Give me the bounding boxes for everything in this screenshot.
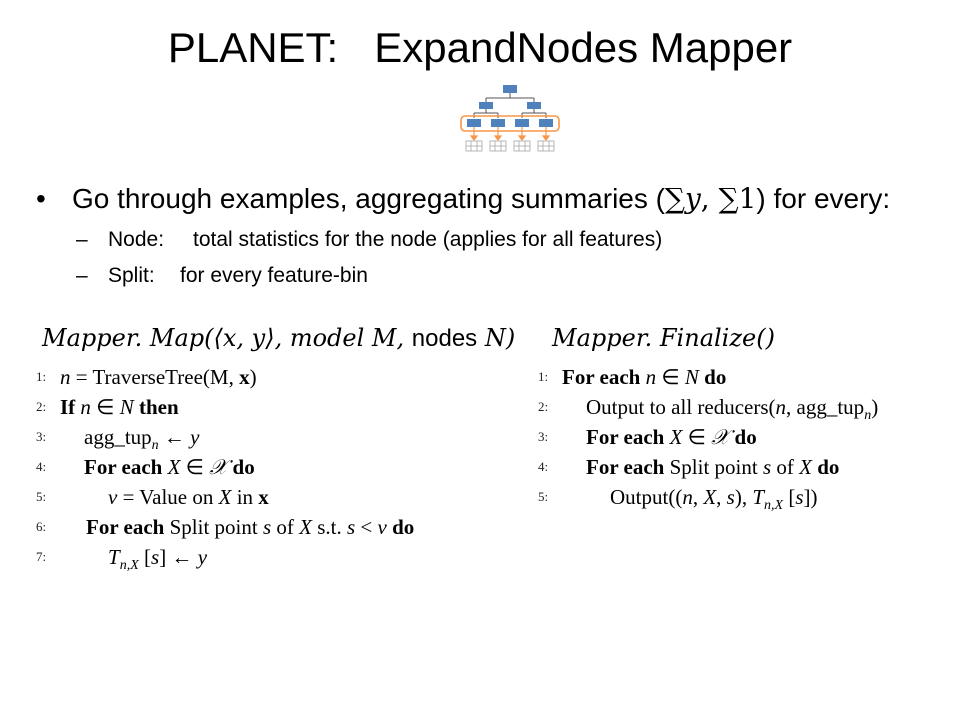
math-symbol: v — [108, 485, 118, 509]
code-text: ∈ — [180, 455, 210, 479]
line-number: 3: — [36, 429, 47, 444]
line-number: 5: — [538, 489, 549, 504]
code-text: ← — [158, 425, 191, 449]
code-text: ∈ — [656, 365, 685, 389]
sub-bullet-text: total statistics for the node (applies for all features) — [193, 228, 663, 251]
code-text: , — [692, 485, 704, 509]
math-symbol: n,X — [764, 498, 784, 514]
code-text: ∈ — [682, 425, 712, 449]
math-symbol: X — [669, 425, 683, 449]
title-prefix: PLANET: — [167, 24, 339, 71]
code-text: Split point — [164, 515, 263, 539]
code-text: < — [355, 515, 378, 539]
sub-bullet-dash: – — [76, 228, 88, 251]
math-symbol: X — [299, 515, 312, 539]
math-symbol: X — [218, 485, 232, 509]
math-symbol: N — [684, 365, 699, 389]
keyword: For each — [586, 455, 665, 479]
math-symbol: n,X — [119, 558, 139, 574]
math-symbol: n — [645, 365, 657, 389]
line-code — [586, 422, 757, 452]
math-symbol: T — [752, 485, 765, 509]
code-text: Output to all reducers( — [586, 395, 776, 419]
math-symbol: n — [682, 485, 693, 509]
line-number: 4: — [538, 459, 549, 474]
algorithm-line — [538, 392, 954, 422]
bullet-main-math: ∑𝑦, ∑1 — [664, 182, 757, 215]
line-code — [86, 512, 414, 542]
algorithm-line — [538, 452, 954, 482]
math-symbol: X — [799, 455, 812, 479]
code-text: ) — [249, 365, 257, 389]
code-text: x — [239, 365, 250, 389]
code-text: ) — [871, 395, 879, 419]
map-algorithm — [36, 362, 526, 572]
sub-bullet-node — [36, 226, 936, 254]
math-symbol: s — [346, 515, 356, 539]
bullet-main-text-start: Go through examples, aggregating summaries ( — [72, 183, 665, 214]
keyword: For each — [86, 515, 165, 539]
keyword: For each — [84, 455, 168, 479]
math-symbol: N — [119, 395, 134, 419]
map-heading-signature: Mapper. Map(⟨x, y⟩, model M, — [42, 324, 405, 352]
line-code — [108, 482, 269, 512]
math-symbol: y — [190, 425, 200, 449]
line-code — [610, 482, 818, 512]
keyword: For each — [562, 365, 646, 389]
line-number: 5: — [36, 489, 47, 504]
math-symbol: n — [864, 408, 872, 424]
math-symbol: T — [108, 545, 120, 569]
code-text: = TraverseTree(M, — [70, 365, 240, 389]
slide-title — [0, 22, 960, 74]
math-symbol: s — [726, 485, 735, 509]
code-text: Output(( — [610, 485, 683, 509]
line-number: 2: — [538, 399, 549, 414]
code-text: of — [271, 515, 300, 539]
math-symbol: s — [151, 545, 160, 569]
code-text: , — [716, 485, 727, 509]
math-symbol: 𝒳 — [209, 455, 228, 479]
sub-bullet-dash: – — [76, 264, 88, 287]
code-text: [ — [138, 545, 151, 569]
keyword: do — [811, 455, 840, 479]
math-symbol: s — [762, 455, 772, 479]
keyword: For each — [586, 425, 670, 449]
finalize-algorithm — [538, 362, 954, 512]
algorithm-line — [36, 452, 526, 482]
algorithm-line — [36, 422, 526, 452]
line-code — [586, 392, 878, 422]
line-code — [562, 362, 726, 392]
line-code — [60, 392, 179, 422]
code-text: ∈ — [90, 395, 120, 419]
title-main: ExpandNodes Mapper — [374, 24, 793, 71]
algorithm-line — [538, 422, 954, 452]
keyword: do — [227, 455, 255, 479]
code-text: of — [771, 455, 800, 479]
math-symbol: n — [151, 438, 159, 454]
line-code — [586, 452, 839, 482]
line-number: 3: — [538, 429, 549, 444]
bullet-main-text-end: ) for every: — [756, 183, 891, 214]
keyword: do — [386, 515, 415, 539]
map-heading-end: N) — [484, 324, 516, 352]
math-symbol: v — [377, 515, 387, 539]
math-symbol: n — [60, 365, 71, 389]
keyword: do — [729, 425, 757, 449]
algorithm-line — [36, 482, 526, 512]
algorithm-line — [36, 362, 526, 392]
code-text: ]) — [803, 485, 818, 509]
math-symbol: n — [80, 395, 91, 419]
bullet-main — [36, 180, 936, 218]
map-heading — [42, 322, 515, 355]
code-text: s.t. — [311, 515, 347, 539]
algorithm-line — [538, 482, 954, 512]
line-code — [60, 362, 257, 392]
line-number: 7: — [36, 549, 47, 564]
sub-bullet-label: Node: — [108, 228, 165, 251]
math-symbol: s — [795, 485, 804, 509]
algorithm-line — [538, 362, 954, 392]
sub-bullet-split — [36, 262, 936, 290]
line-code — [84, 452, 255, 482]
keyword: then — [133, 395, 179, 419]
bullet-list — [36, 180, 936, 290]
sub-bullet-label: Split: — [108, 264, 155, 287]
math-symbol: s — [262, 515, 272, 539]
math-symbol: n — [775, 395, 787, 419]
finalize-heading: Mapper. Finalize() — [552, 324, 775, 352]
line-number: 1: — [36, 369, 47, 384]
algorithm-line — [36, 512, 526, 542]
code-text: agg_tup — [84, 425, 152, 449]
keyword: do — [698, 365, 727, 389]
math-symbol: y — [197, 545, 208, 569]
sub-bullet-text: for every feature-bin — [180, 264, 368, 287]
line-number: 4: — [36, 459, 47, 474]
line-number: 1: — [538, 369, 549, 384]
algorithm-line — [36, 542, 526, 572]
math-symbol: X — [703, 485, 717, 509]
bullet-dot: • — [36, 183, 46, 214]
map-heading-nodes: nodes — [411, 325, 478, 352]
line-code — [108, 542, 207, 572]
decision-tree-diagram-icon — [458, 82, 562, 154]
code-text: in — [231, 485, 259, 509]
math-symbol: X — [167, 455, 181, 479]
code-text: x — [258, 485, 269, 509]
code-text: [ — [783, 485, 796, 509]
code-text: = Value on — [117, 485, 219, 509]
algorithm-line — [36, 392, 526, 422]
code-text: ), — [734, 485, 753, 509]
line-code — [84, 422, 199, 452]
code-text: , agg_tup — [786, 395, 865, 419]
code-text: ] ← — [159, 545, 198, 569]
math-symbol: 𝒳 — [711, 425, 730, 449]
line-number: 2: — [36, 399, 47, 414]
keyword: If — [60, 395, 81, 419]
code-text: Split point — [664, 455, 763, 479]
line-number: 6: — [36, 519, 47, 534]
